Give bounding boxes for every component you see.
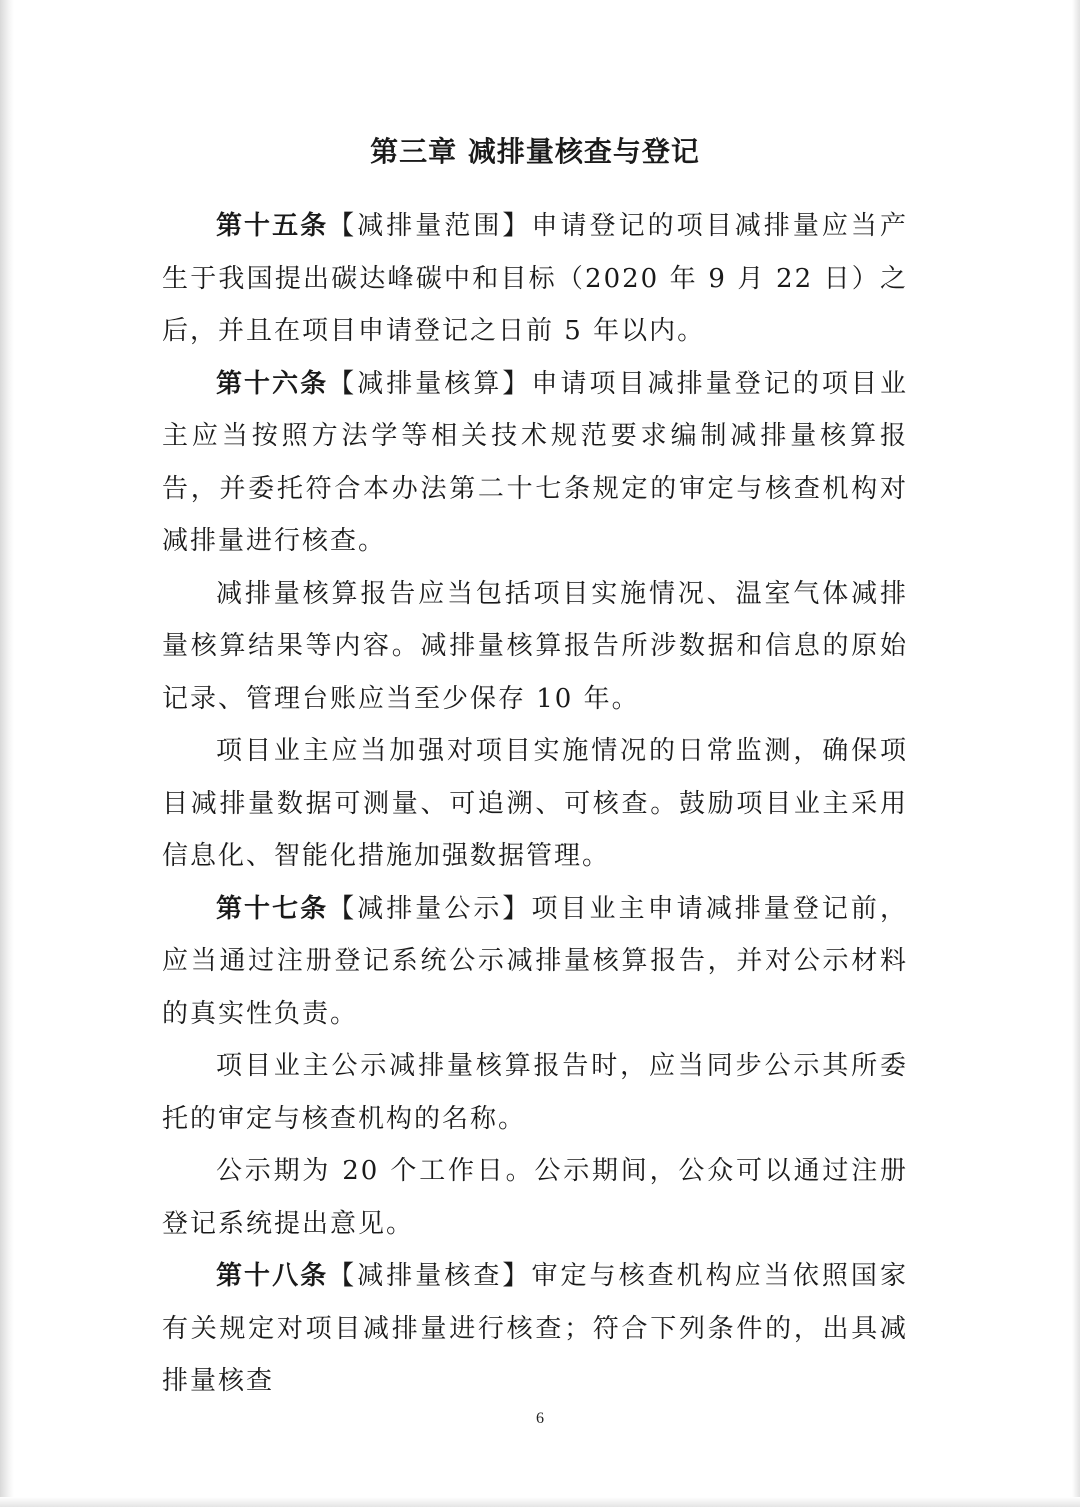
- article-number: 第十八条: [216, 1261, 329, 1291]
- chapter-title: 第三章 减排量核查与登记: [370, 135, 700, 168]
- paragraph-publicity-period: [162, 1145, 908, 1250]
- paragraph-article-15: [162, 200, 908, 358]
- article-number: 第十七条: [216, 893, 329, 924]
- page-bottom-shadow: [0, 1497, 1080, 1507]
- paragraph-text: 【减排量公示】项目业主申请减排量登记前，应当通过注册登记系统公示减排量核算报告，并对公示材料的真实性负责。: [162, 893, 908, 1029]
- paragraph-text: 【减排量核算】申请项目减排量登记的项目业主应当按照方法学等相关技术规范要求编制减排量核算报告，并委托符合本办法第二十七条规定的审定与核查机构对减排量进行核查。: [162, 368, 908, 556]
- paragraph-article-17: [162, 883, 908, 1041]
- paragraph-text: 减排量核算报告应当包括项目实施情况、温室气体减排量核算结果等内容。减排量核算报告所涉数据和信息的原始记录、管理台账应当至少保存 10 年。: [162, 578, 908, 714]
- paragraph-text: 项目业主应当加强对项目实施情况的日常监测，确保项目减排量数据可测量、可追溯、可核查。鼓励项目业主采用信息化、智能化措施加强数据管理。: [162, 736, 908, 871]
- article-number: 第十五条: [216, 211, 329, 241]
- paragraph-publicity-agency: [162, 1040, 908, 1145]
- page-right-shadow: [1072, 0, 1080, 1507]
- paragraph-text: 项目业主公示减排量核算报告时，应当同步公示其所委托的审定与核查机构的名称。: [162, 1051, 908, 1134]
- paragraph-text: 【减排量核查】审定与核查机构应当依照国家有关规定对项目减排量进行核查；符合下列条件的，出具减排量核查: [162, 1261, 908, 1396]
- paragraph-article-16: [162, 358, 908, 568]
- paragraph-article-18: [162, 1250, 908, 1408]
- paragraph-monitoring: [162, 725, 908, 883]
- page-number: 6: [536, 1410, 544, 1427]
- article-number: 第十六条: [216, 368, 329, 399]
- paragraph-text: 公示期为 20 个工作日。公示期间，公众可以通过注册登记系统提出意见。: [162, 1156, 908, 1239]
- page-content: [162, 126, 908, 1408]
- paragraph-report-contents: [162, 568, 908, 726]
- paragraph-text: 【减排量范围】申请登记的项目减排量应当产生于我国提出碳达峰碳中和目标（2020 年 9 月 22 日）之后，并且在项目申请登记之日前 5 年以内。: [162, 211, 908, 346]
- page-left-shadow: [0, 0, 14, 1507]
